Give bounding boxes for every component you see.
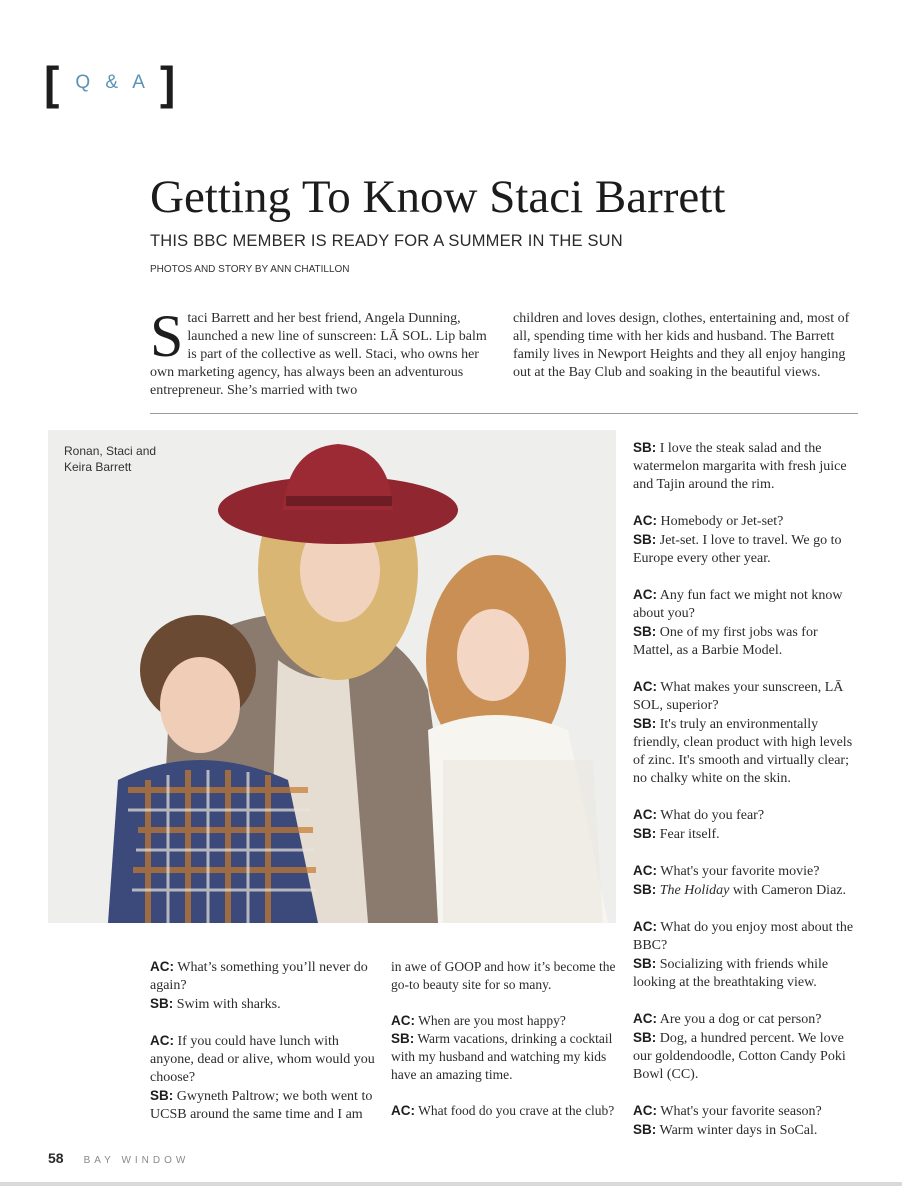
qa-item xyxy=(633,862,859,900)
family-photo-illustration xyxy=(48,430,616,923)
answer-text: Jet-set. I love to travel. We go to Europe every other year. xyxy=(633,533,842,566)
speaker-sb: SB: xyxy=(633,826,657,841)
speaker-sb: SB: xyxy=(633,1122,657,1137)
speaker-ac: AC: xyxy=(633,807,657,822)
answer-text: Dog, a hundred percent. We love our goldendoodle, Cotton Candy Poki Bowl (CC). xyxy=(633,1031,846,1082)
qa-answer-continued xyxy=(633,439,859,494)
speaker-ac: AC: xyxy=(633,1103,657,1118)
page-number: 58 xyxy=(48,1150,64,1166)
question-text: What makes your sunscreen, LĀ SOL, superior? xyxy=(633,680,844,713)
answer-text: with Cameron Diaz. xyxy=(729,883,846,898)
qa-item xyxy=(633,1102,859,1140)
intro-left-column xyxy=(150,303,490,400)
qa-item xyxy=(633,678,859,788)
question-text: What's your favorite movie? xyxy=(660,864,820,879)
speaker-ac: AC: xyxy=(633,679,657,694)
speaker-sb: SB: xyxy=(633,440,657,455)
photo-caption: Ronan, Staci and Keira Barrett xyxy=(64,444,157,474)
page-footer xyxy=(48,1150,189,1166)
movie-title: The Holiday xyxy=(659,883,730,898)
question-text: What's your favorite season? xyxy=(660,1104,822,1119)
drop-cap: S xyxy=(150,303,184,369)
answer-text: Swim with sharks. xyxy=(176,997,281,1012)
article-title: Getting To Know Staci Barrett xyxy=(150,171,726,223)
intro-text-left: taci Barrett and her best friend, Angela Dunning, launched a new line of sunscreen: LĀ SOL. Lip balm is part of the collective as well. Staci, who owns her own marketing agency, has always been an adventurous entrepreneur. She’s married with two xyxy=(150,311,487,398)
section-tag xyxy=(44,57,176,109)
speaker-sb: SB: xyxy=(633,882,657,897)
section-label: Q & A xyxy=(75,72,150,93)
speaker-sb: SB: xyxy=(391,1031,415,1046)
question-text: What’s something you’ll never do again? xyxy=(150,960,368,993)
qa-item xyxy=(633,806,859,844)
speaker-ac: AC: xyxy=(150,1033,174,1048)
qa-bottom-column-1 xyxy=(150,958,376,1142)
qa-bottom-column-2 xyxy=(391,958,619,1138)
divider-rule xyxy=(150,413,858,414)
answer-text: I love the steak salad and the watermelon margarita with fresh juice and Tajin around the rim. xyxy=(633,441,847,492)
intro-right-column: children and loves design, clothes, entertaining and, most of all, spending time with her kids and husband. The Barrett family lives in Newport Heights and they all enjoy hanging out at the Bay Club and soaking in the beautiful views. xyxy=(513,311,850,380)
question-text: When are you most happy? xyxy=(418,1013,566,1028)
qa-item xyxy=(150,958,376,1014)
qa-item xyxy=(150,1032,376,1124)
answer-text: Fear itself. xyxy=(659,827,720,842)
article-byline: PHOTOS AND STORY BY ANN CHATILLON xyxy=(150,264,350,275)
qa-item xyxy=(633,1010,859,1084)
article-subtitle: THIS BBC MEMBER IS READY FOR A SUMMER IN THE SUN xyxy=(150,232,623,250)
speaker-sb: SB: xyxy=(633,532,657,547)
speaker-sb: SB: xyxy=(633,624,657,639)
answer-text: Gwyneth Paltrow; we both went to UCSB around the same time and I am xyxy=(150,1089,373,1122)
question-text: What food do you crave at the club? xyxy=(418,1103,615,1118)
speaker-ac: AC: xyxy=(633,587,657,602)
speaker-ac: AC: xyxy=(633,863,657,878)
close-bracket: ] xyxy=(159,57,176,109)
question-text: If you could have lunch with anyone, dead or alive, whom would you choose? xyxy=(150,1034,375,1085)
qa-item xyxy=(391,1102,619,1120)
publication-name: BAY WINDOW xyxy=(83,1155,190,1166)
speaker-sb: SB: xyxy=(150,996,174,1011)
qa-item xyxy=(633,512,859,568)
speaker-ac: AC: xyxy=(633,919,657,934)
speaker-ac: AC: xyxy=(633,1011,657,1026)
qa-answer-continued: in awe of GOOP and how it’s become the go-to beauty site for so many. xyxy=(391,959,616,992)
family-photo xyxy=(48,430,616,923)
speaker-sb: SB: xyxy=(150,1088,174,1103)
speaker-ac: AC: xyxy=(391,1103,415,1118)
speaker-sb: SB: xyxy=(633,956,657,971)
answer-text: Socializing with friends while looking at the breathtaking view. xyxy=(633,957,829,990)
speaker-ac: AC: xyxy=(391,1013,415,1028)
speaker-sb: SB: xyxy=(633,1030,657,1045)
speaker-ac: AC: xyxy=(633,513,657,528)
question-text: Are you a dog or cat person? xyxy=(659,1012,822,1027)
speaker-sb: SB: xyxy=(633,716,657,731)
answer-text: Warm vacations, drinking a cocktail with my husband and watching my kids have an amazing time. xyxy=(391,1031,613,1082)
answer-text: One of my first jobs was for Mattel, as a Barbie Model. xyxy=(633,625,818,658)
qa-item xyxy=(391,1012,619,1084)
question-text: Homebody or Jet-set? xyxy=(660,514,784,529)
answer-text: Warm winter days in SoCal. xyxy=(659,1123,818,1138)
answer-text: It's truly an environmentally friendly, clean product with high levels of zinc. It's smooth and virtually clear; no chalky white on the skin. xyxy=(633,717,853,786)
qa-right-column xyxy=(633,439,859,1158)
qa-item xyxy=(633,586,859,660)
question-text: What do you fear? xyxy=(660,808,765,823)
qa-item xyxy=(633,918,859,992)
open-bracket: [ xyxy=(44,57,60,109)
page-edge xyxy=(0,1182,902,1186)
question-text: What do you enjoy most about the BBC? xyxy=(633,920,854,953)
question-text: Any fun fact we might not know about you? xyxy=(633,588,843,621)
speaker-ac: AC: xyxy=(150,959,174,974)
